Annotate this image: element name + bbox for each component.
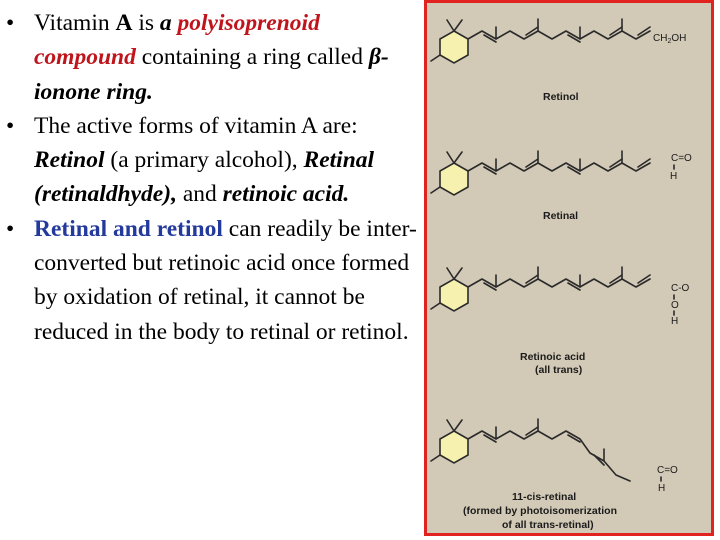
retinoic-acid-group-h: H — [671, 316, 679, 327]
cis-retinal-group-h: H — [658, 483, 666, 494]
cis-retinal-group-label: C=O — [657, 465, 678, 476]
retinoic-acid-structure — [431, 267, 690, 376]
structures-svg — [427, 3, 711, 533]
retinoic-acid-sublabel: (all trans) — [535, 364, 583, 376]
retinoic-acid-group-label: C-O — [671, 283, 690, 294]
cis-retinal-structure — [431, 419, 678, 531]
retinol-structure — [431, 19, 686, 103]
bullet-dot: • — [6, 215, 15, 242]
bullet-list — [6, 6, 424, 349]
retinoid-structures-figure — [424, 0, 714, 536]
retinal-structure — [431, 151, 692, 222]
cis-retinal-sublabel-2: of all trans-retinal) — [502, 519, 594, 531]
bullet-item-2 — [6, 109, 424, 212]
retinoic-acid-label: Retinoic acid — [520, 351, 586, 363]
bullet-dot: • — [6, 112, 15, 139]
retinal-group-label: C=O — [671, 153, 692, 164]
cis-retinal-label: 11-cis-retinal — [512, 491, 577, 503]
retinal-label: Retinal — [543, 210, 579, 222]
bullet-text-2: The active forms of vitamin A are: Retinol (a primary alcohol), Retinal (retinaldhyde), and retinoic acid. — [34, 112, 375, 208]
retinoic-acid-group-o: O — [671, 300, 679, 311]
retinal-group-h: H — [670, 171, 678, 182]
retinol-label: Retinol — [543, 91, 579, 103]
bullet-text-1: Vitamin A is a polyisoprenoid compound containing a ring called β-ionone ring. — [34, 10, 389, 105]
cis-retinal-sublabel-1: (formed by photoisomerization — [463, 505, 618, 517]
retinol-group-label: $CH_2OH$ — [653, 33, 687, 45]
bullet-item-3 — [6, 212, 424, 349]
bullet-item-1 — [6, 6, 424, 109]
bullet-dot: • — [6, 10, 15, 36]
bullet-text-3: Retinal and retinol can readily be inter-converted but retinoic acid once formed by oxidation of retinal, it cannot be reduced in the body to retinal or retinol. — [34, 215, 417, 345]
